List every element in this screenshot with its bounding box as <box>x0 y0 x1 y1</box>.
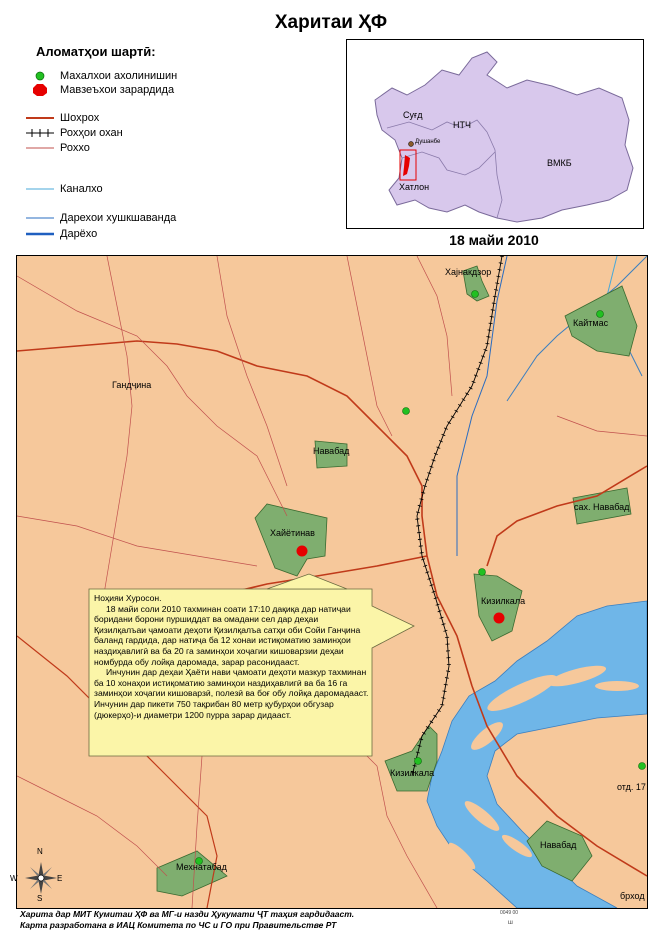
place-label: Кизилкала <box>481 596 526 606</box>
place-label: Кайтмас <box>573 318 609 328</box>
main-map-svg <box>17 256 647 908</box>
legend-item-dry-rivers <box>26 211 176 225</box>
legend-label: Рохҳои охан <box>60 127 123 139</box>
legend-label: Дарехои хушкшаванда <box>60 212 177 224</box>
compass-e: E <box>57 874 63 883</box>
damage-marker <box>494 613 505 624</box>
main-map <box>16 255 648 909</box>
inset-label-dushanbe: Душанбе <box>415 139 441 145</box>
railway-icon <box>26 126 54 140</box>
river-island <box>595 681 639 691</box>
settlement-dot <box>639 763 646 770</box>
place-label: сах. Навабад <box>574 502 630 512</box>
road <box>417 256 452 396</box>
legend-label: Шохрох <box>60 112 100 124</box>
settlement-dot <box>597 311 604 318</box>
legend-title: Аломатҳои шартӣ: <box>36 44 156 59</box>
settlement-dot <box>415 758 422 765</box>
compass-s: S <box>37 894 43 903</box>
settlement-area <box>255 504 327 576</box>
inset-label-gbao: ВМКБ <box>547 158 572 168</box>
highway <box>487 466 647 566</box>
road <box>557 416 647 436</box>
compass-n: N <box>37 847 43 856</box>
settlement-dot <box>403 408 410 415</box>
incident-paragraph-2: Инчунин дар деҳаи Ҳаёти нави ҷамоати деҳоти мазкур тахминан ба 10 хонаҳои истиқоматию заминҳои наздиҳавлигӣ ва ба 16 га заминҳои хоҷагии кишоварзӣ, полезӣ ва боғ обу лойқа даромадааст. Инчунин дар пикети 750 тақрибан 80 метр қубурҳои обгузар (дюкерҳо)-и диаметри 1200 пурра зарар дидааст. <box>94 667 369 720</box>
dushanbe-marker <box>409 142 414 147</box>
legend-item-roads <box>26 141 90 155</box>
footer-credit-ru: Карта разработана в ИАЦ Комитета по ЧС и ГО при Правительстве РТ <box>20 920 337 930</box>
tajikistan-shape <box>375 52 633 222</box>
canal-line-icon <box>26 182 54 196</box>
highway-line-icon <box>26 111 54 125</box>
settlement-area <box>474 574 522 641</box>
green-dot-icon <box>26 69 54 83</box>
road <box>17 516 257 566</box>
inset-map <box>346 39 644 229</box>
settlement-dot <box>472 291 479 298</box>
place-label: отд. 17 <box>617 782 646 792</box>
place-label: Кизилкала <box>390 768 435 778</box>
place-label: бpход <box>620 891 645 901</box>
legend-item-highway <box>26 111 99 125</box>
legend-label: Махалхои ахолинишин <box>60 70 178 82</box>
river-island <box>512 743 561 778</box>
stream <box>457 256 507 556</box>
incident-paragraph-1: 18 майи соли 2010 тахминан соати 17:10 дақиқа дар натиҷаи боридани борони пуршиддат ва омадани сел дар деҳаи Қизилқалъаи ҷамоати деҳоти Қизилқалъа сатҳи оби Сойи Ганҷина баланд гардида, дар натиҷа ба 12 хонаи истиқоматию заминҳои наздиҳавлигӣ ва ба 20 га заминҳои хоҷагии кишоварзии деҳаи номбурда обу лойқа даромада, зарар расонидааст. <box>94 603 361 667</box>
settlement-area <box>385 726 437 791</box>
inset-label-khatlon: Хатлон <box>399 182 430 192</box>
place-label: Мехнатабад <box>176 862 227 872</box>
place-label: Хайётинав <box>270 528 315 538</box>
inset-label-ntch: НТЧ <box>453 120 471 130</box>
damage-marker <box>297 546 308 557</box>
map-date: 18 майи 2010 <box>449 232 539 248</box>
place-label: Гандҷина <box>112 380 152 390</box>
compass-rose <box>10 847 64 904</box>
incident-district: Ноҳияи Хуросон. <box>94 593 162 603</box>
legend-item-rivers <box>26 227 97 241</box>
legend-label: Каналхо <box>60 183 103 195</box>
legend-label: Роххо <box>60 142 90 154</box>
red-octagon-icon <box>26 83 54 97</box>
legend-label: Мавзеъхои зарардида <box>60 84 175 96</box>
road-line-icon <box>26 141 54 155</box>
inset-map-svg <box>347 40 643 228</box>
road <box>217 256 287 486</box>
inset-label-sughd: Суғд <box>403 110 423 120</box>
road <box>347 256 392 436</box>
dry-river-line-icon <box>26 211 54 225</box>
map-code: 0049 00 <box>500 910 519 916</box>
footer-credit-tj: Харита дар МИТ Кумитаи ҲФ ва МГ-и назди Ҳукумати ҶТ таҳия гардидааст. <box>20 909 355 919</box>
place-label: Навабад <box>540 840 577 850</box>
legend-item-damaged <box>26 83 174 97</box>
settlement-dot <box>479 569 486 576</box>
map-title: Харитаи ҲФ <box>274 12 388 33</box>
compass-w: W <box>10 874 18 883</box>
place-label: Навабад <box>313 446 350 456</box>
place-label: Хаjнакдзор <box>445 267 492 277</box>
river-line-icon <box>26 227 54 241</box>
incident-description <box>94 593 372 720</box>
map-code-2: ш <box>508 920 513 926</box>
legend-item-settlements <box>26 69 177 83</box>
road <box>17 276 287 516</box>
legend-item-railway <box>26 126 123 140</box>
legend-label: Дарёхо <box>60 228 98 240</box>
legend-item-canals <box>26 182 103 196</box>
road <box>97 256 132 636</box>
